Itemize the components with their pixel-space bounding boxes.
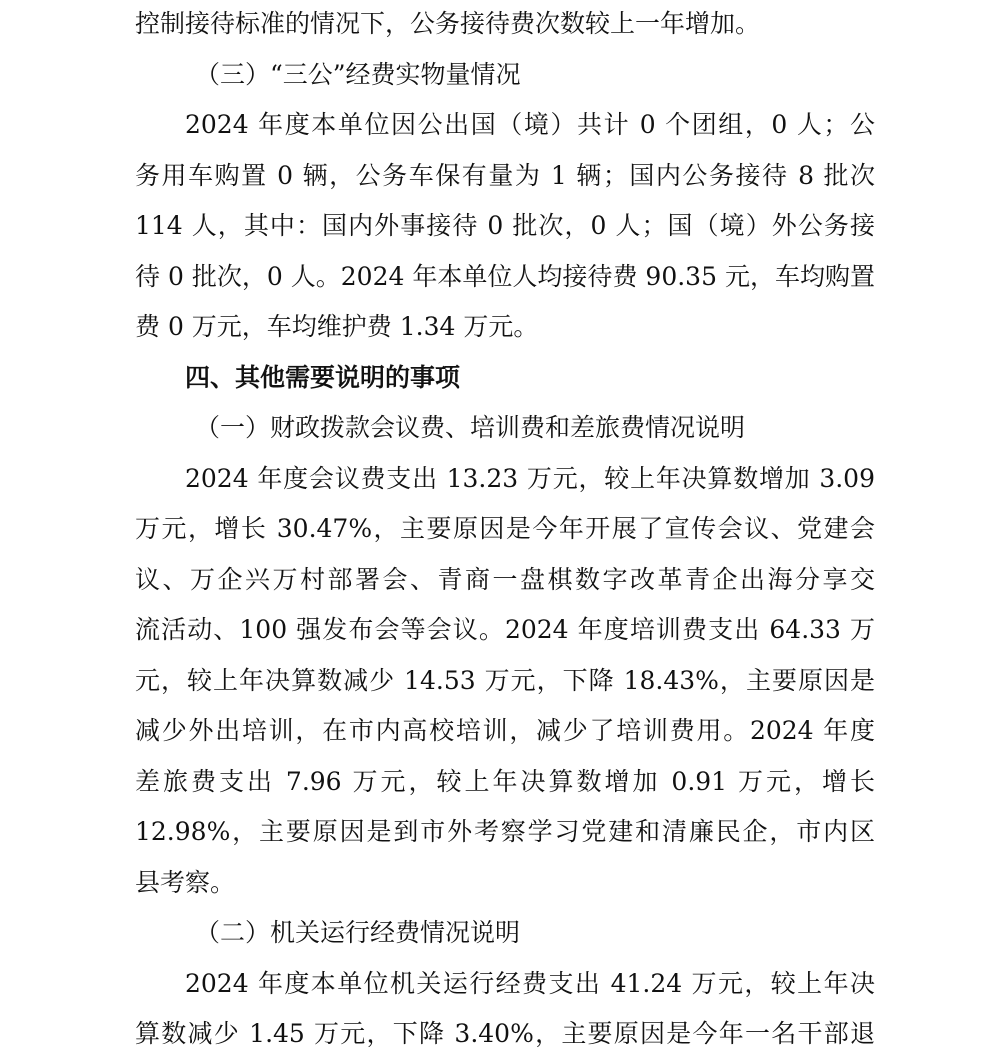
text-line: 12.98%，主要原因是到市外考察学习党建和清廉民企，市内区 xyxy=(135,817,875,846)
text-line: 待 0 批次，0 人。2024 年本单位人均接待费 90.35 元，车均购置 xyxy=(135,261,875,291)
text-line: 算数减少 1.45 万元，下降 3.40%，主要原因是今年一名干部退 xyxy=(135,1019,875,1048)
subsection-heading-1: （一）财政拨款会议费、培训费和差旅费情况说明 xyxy=(195,413,746,442)
text-line: 2024 年度本单位机关运行经费支出 41.24 万元，较上年决 xyxy=(185,968,875,998)
text-line: 元，较上年决算数减少 14.53 万元，下降 18.43%，主要原因是 xyxy=(135,665,875,695)
text-line: 万元，增长 30.47%，主要原因是今年开展了宣传会议、党建会 xyxy=(135,514,875,543)
text-line: 费 0 万元，车均维护费 1.34 万元。 xyxy=(135,312,539,341)
document-page xyxy=(135,0,875,1060)
text-line: 县考察。 xyxy=(135,867,236,897)
text-line: 控制接待标准的情况下，公务接待费次数较上一年增加。 xyxy=(135,9,761,38)
section-heading-4: 四、其他需要说明的事项 xyxy=(185,362,461,392)
text-line: 务用车购置 0 辆，公务车保有量为 1 辆；国内公务接待 8 批次 xyxy=(135,160,875,190)
subsection-heading-2: （二）机关运行经费情况说明 xyxy=(195,918,521,947)
text-line: 议、万企兴万村部署会、青商一盘棋数字改革青企出海分享交 xyxy=(135,564,875,594)
text-line: 2024 年度本单位因公出国（境）共计 0 个团组，0 人；公 xyxy=(185,110,875,139)
text-line: 减少外出培训，在市内高校培训，减少了培训费用。2024 年度 xyxy=(135,716,875,745)
text-line: 114 人，其中：国内外事接待 0 批次，0 人；国（境）外公务接 xyxy=(135,211,875,240)
text-line: 差旅费支出 7.96 万元，较上年决算数增加 0.91 万元，增长 xyxy=(135,766,875,796)
section-heading-3: （三）“三公”经费实物量情况 xyxy=(195,59,521,89)
text-line: 流活动、100 强发布会等会议。2024 年度培训费支出 64.33 万 xyxy=(135,615,875,644)
text-line: 2024 年度会议费支出 13.23 万元，较上年决算数增加 3.09 xyxy=(185,463,875,493)
